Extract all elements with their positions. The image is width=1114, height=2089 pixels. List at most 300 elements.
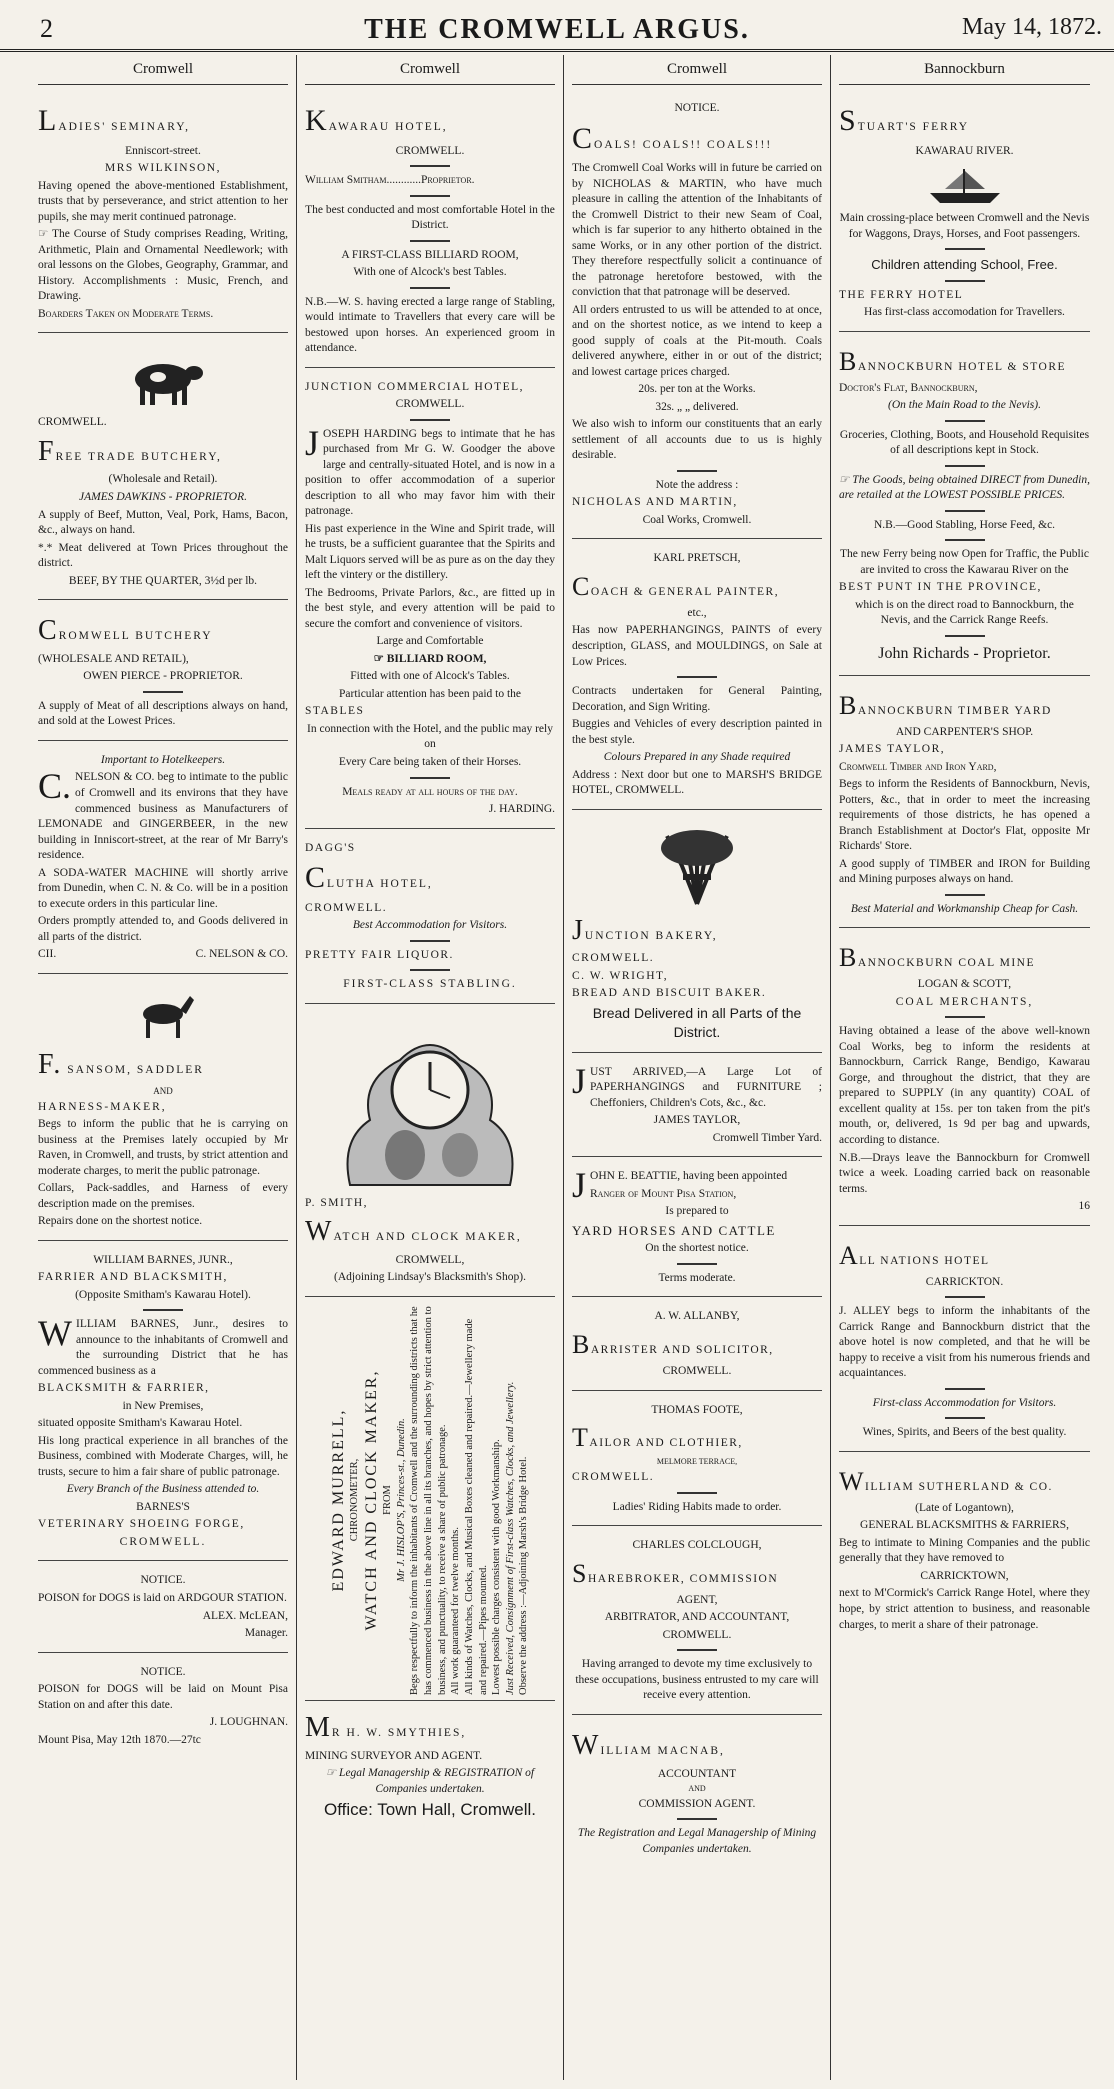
location: CROMWELL.: [662, 1628, 732, 1641]
body-text: ☞ Legal Managership & REGISTRATION of Companies undertaken.: [325, 1767, 535, 1795]
trade: BREAD AND BISCUIT BAKER.: [572, 987, 767, 1000]
divider: [410, 287, 450, 289]
body-text: POISON for DOGS will be laid on Mount Pisa Station on and after this date.: [38, 1683, 288, 1711]
divider: [677, 1818, 717, 1820]
drop-cap: C: [572, 571, 591, 601]
notice-heading: NOTICE.: [674, 102, 720, 114]
title-text: REE TRADE BUTCHERY,: [55, 450, 222, 463]
title-text: ANNOCKBURN TIMBER YARD: [857, 704, 1052, 717]
body-text: All work guaranteed for twelve months.: [450, 1527, 462, 1696]
column-header: Cromwell: [572, 55, 822, 85]
title-text: UNCTION BAKERY,: [584, 929, 718, 942]
ad-title: [305, 101, 555, 142]
body-text: The best conducted and most comfortable Hotel in the District.: [305, 203, 555, 232]
ad-bannockburn-hotel: [839, 336, 1090, 676]
proprietor: KARL PRETSCH,: [653, 552, 741, 565]
signature-name: NICHOLAS AND MARTIN,: [572, 496, 738, 509]
body-text: next to M'Cormick's Carrick Range Hotel, where they hope, by strict attention to business, and reasonable charges, to merit a share of their patronage.: [839, 1587, 1090, 1631]
ad-notice-pisa: [38, 1657, 288, 1759]
proprietor: MRS WILKINSON,: [105, 162, 221, 175]
divider: [410, 777, 450, 779]
ad-title: [38, 1046, 288, 1084]
page-number: 2: [40, 14, 53, 43]
column-3: [564, 55, 831, 2080]
drop-cap: A: [839, 1240, 860, 1270]
divider: [410, 419, 450, 421]
drop-cap: J: [572, 1060, 587, 1101]
proprietor: P. SMITH,: [305, 1196, 369, 1209]
address: MELMORE TERRACE,: [656, 1457, 738, 1467]
drop-cap: B: [839, 346, 858, 376]
ad-colclough: [572, 1530, 822, 1715]
title-text: ILLIAM SUTHERLAND & CO.: [865, 1480, 1053, 1493]
ad-stuarts-ferry: [839, 93, 1090, 332]
drop-cap: C: [305, 861, 328, 895]
body-text: [38, 1313, 288, 1379]
body-text: J. ALLEY begs to inform the inhabitants of the Carrick Range and Bannockburn district that the above hotel is now completed, and that he will be happy to receive a visit from his numerous friends and acquaintances.: [839, 1305, 1090, 1380]
proprietor: John Richards - Proprietor.: [878, 644, 1051, 662]
drop-cap: J: [572, 914, 585, 946]
drop-cap: M: [305, 1711, 332, 1743]
body-text-1: OHN E. BEATTIE, having been appointed: [590, 1170, 788, 1183]
body-text: Bread Delivered in all Parts of the District.: [592, 1004, 802, 1040]
divider: [945, 539, 985, 541]
divider: [945, 635, 985, 637]
title-text: HAREBROKER, COMMISSION: [587, 1572, 779, 1585]
drop-cap: C: [38, 615, 59, 647]
ad-title-2: [362, 1305, 381, 1695]
title-text: ANNOCKBURN HOTEL & STORE: [857, 360, 1067, 373]
drop-cap: W: [38, 1313, 72, 1354]
signature: [38, 947, 288, 963]
proprietor: OWEN PIERCE - PROPRIETOR.: [83, 670, 243, 683]
body-text: STABLES: [305, 705, 365, 718]
proprietor: WILLIAM BARNES, JUNR.,: [93, 1253, 233, 1266]
ad-title: [572, 1327, 822, 1362]
ad-bannockburn-coal: [839, 932, 1090, 1225]
signature-name: ALEX. McLEAN,: [202, 1609, 288, 1622]
ad-title: [839, 101, 1090, 142]
body-text: YARD HORSES AND CATTLE: [572, 1222, 776, 1238]
body-text: FIRST-CLASS STABLING.: [343, 978, 517, 991]
column-header: Bannockburn: [839, 55, 1090, 85]
title-text: R H. W. SMYTHIES,: [331, 1726, 467, 1739]
ad-title-2: BLACKSMITH & FARRIER,: [38, 1382, 210, 1395]
body-text: PRETTY FAIR LIQUOR.: [305, 948, 454, 961]
divider: [410, 165, 450, 167]
title-text: OALS! COALS!! COALS!!!: [594, 138, 773, 151]
subtitle: AND CARPENTER'S SHOP.: [895, 725, 1034, 738]
title-text: ARRISTER AND SOLICITOR,: [590, 1343, 774, 1356]
body-text: Ranger of Mount Pisa Station,: [590, 1187, 737, 1200]
body-text: CARRICKTOWN,: [920, 1569, 1009, 1582]
body-text: Begs respectfully to inform the inhabitants of Cromwell and the surrounding districts that he has commenced business in the above line in all its branches, and hopes by strict attention to business, and punctuality, to receive a share of public patronage.: [409, 1306, 448, 1696]
body-text: Contracts undertaken for General Painting, Decoration, and Sign Writing.: [572, 685, 822, 713]
body-text: ☞ The Goods, being obtained DIRECT from Dunedin, are retailed at the LOWEST POSSIBLE PRICES.: [839, 473, 1090, 502]
drop-cap: C.: [38, 766, 72, 807]
drop-cap: T: [572, 1423, 590, 1453]
drop-cap: S: [572, 1558, 588, 1588]
subtitle: (Late of Logantown),: [915, 1501, 1014, 1514]
ad-cromwell-butchery: [38, 604, 288, 741]
title-text: ADIES' SEMINARY,: [58, 121, 190, 133]
and-text: AND: [153, 1086, 173, 1097]
title-2: GENERAL BLACKSMITHS & FARRIERS,: [860, 1519, 1069, 1532]
price-1: 20s. per ton at the Works.: [638, 383, 756, 396]
drop-cap: K: [305, 104, 329, 137]
body-text: On the shortest notice.: [645, 1242, 749, 1255]
ad-p-smith: [305, 1008, 555, 1297]
ad-smythies: [305, 1701, 555, 1832]
column-1: [30, 55, 297, 2080]
subtitle: etc.,: [687, 606, 707, 619]
body-text: His past experience in the Wine and Spirit trade, will he trusts, be a sufficient guarantee that the Spirits and Malt Liquors served will be as pure as on the day they left the vintery or the distillery.: [305, 522, 555, 582]
body-text: N.B.—Good Stabling, Horse Feed, &c.: [873, 518, 1056, 531]
body-text: The Registration and Legal Managership of Mining Companies undertaken.: [577, 1827, 817, 1855]
proprietor: CHARLES COLCLOUGH,: [632, 1539, 762, 1552]
ad-pretsch: [572, 543, 822, 809]
divider: [945, 248, 985, 250]
body-text: Groceries, Clothing, Boots, and Household Requisites of all descriptions kept in Stock.: [839, 428, 1090, 457]
body-text: situated opposite Smitham's Kawarau Hotel.: [38, 1417, 243, 1430]
drop-cap: J: [572, 1165, 587, 1206]
ad-all-nations-hotel: [839, 1230, 1090, 1452]
body-text: Beg to intimate to Mining Companies and the public generally that they have removed to: [839, 1536, 1090, 1565]
title-2: COMMISSION AGENT.: [638, 1797, 756, 1810]
body-text: Lowest possible charges consistent with good Workmanship.: [491, 1439, 503, 1696]
body-text: [38, 766, 288, 863]
body-text: Colours Prepared in any Shade required: [603, 751, 791, 764]
ad-ladies-seminary: [38, 93, 288, 333]
drop-cap: W: [362, 1615, 380, 1631]
body-text: N.B.—Drays leave the Bannockburn for Cromwell twice a week. Loading carried back on reasonable terms.: [839, 1151, 1090, 1195]
body-text: With one of Alcock's best Tables.: [353, 266, 507, 279]
body-text: A good supply of TIMBER and IRON for Building and Mining purposes always on hand.: [839, 857, 1090, 886]
divider: [945, 1388, 985, 1390]
ad-title: [305, 858, 555, 899]
location: CROMWELL.: [395, 144, 465, 157]
title-2: AGENT,: [676, 1593, 718, 1606]
ad-title: [839, 940, 1090, 975]
price-2: 32s. „ „ delivered.: [655, 400, 739, 413]
body-text: Begs to inform the Residents of Bannockburn, Nevis, Potters, &c., that in order to meet the increasing requirements of those districts, he has opened a Branch Establishment at Doctor's Flat, opposite Mr Richards' Store.: [839, 778, 1090, 853]
ad-timber-yard: [839, 680, 1090, 929]
and-text: AND: [688, 1784, 706, 1794]
title-text: ATCH AND CLOCK MAKER,: [333, 1231, 522, 1244]
location: CROMWELL.: [305, 901, 388, 914]
divider: [945, 420, 985, 422]
subtitle: (Opposite Smitham's Kawarau Hotel).: [75, 1288, 251, 1301]
divider: [945, 1417, 985, 1419]
ad-kawarau-hotel: [305, 93, 555, 368]
proprietor: A. W. ALLANBY,: [654, 1310, 740, 1323]
ad-notice-ardgour: [38, 1565, 288, 1652]
drop-cap: S: [839, 104, 858, 137]
divider: [677, 676, 717, 678]
office: Office: Town Hall, Cromwell.: [324, 1800, 536, 1820]
body-text: Having obtained a lease of the above well-known Coal Works, beg to inform the residents at Bannockburn, Carrick Range, Bendigo, Kawarau Gorge, and throughout the district, that they are prepared to SUPPLY (in any quantity) COAL of excellent quality at 15s. per ton taken from the pit's mouth, or, delivered, 1s 9d per bag and upwards, according to distance.: [839, 1025, 1090, 1146]
body-text: Meals ready at all hours of the day.: [342, 785, 518, 798]
ad-title: [839, 1464, 1090, 1499]
body-text: [572, 1060, 822, 1112]
subtitle: (WHOLESALE AND RETAIL),: [38, 652, 189, 665]
column-header: Cromwell: [305, 55, 555, 85]
location: KAWARAU RIVER.: [915, 144, 1014, 157]
divider: [945, 894, 985, 896]
signature-name: C. NELSON & CO.: [195, 948, 288, 961]
forge-3: CROMWELL.: [119, 1535, 207, 1548]
proprietor: JAMES TAYLOR,: [839, 743, 946, 756]
ad-beattie: [572, 1161, 822, 1297]
body-text-1: OSEPH HARDING begs to intimate that he has purchased from Mr G. W. Goodger the above large and centrally-situated Hotel, and is now in a position to offer accommodation of a superior description to all who may favor him with their patronage.: [305, 427, 555, 518]
body-text-1: ILLIAM BARNES, Junr., desires to announce to the inhabitants of Cromwell and the surrounding District that he has commenced business as a: [38, 1318, 288, 1377]
drop-cap: B: [839, 690, 858, 720]
ad-junction-bakery: [572, 814, 822, 1053]
ad-title: [572, 1727, 822, 1765]
ad-sansom: [38, 978, 288, 1241]
body-text: Terms moderate.: [658, 1271, 736, 1284]
body-text: POISON for DOGS is laid on ARDGOUR STATION.: [38, 1592, 287, 1604]
ad-allanby: [572, 1301, 822, 1390]
subtitle: MINING SURVEYOR AND AGENT.: [305, 1749, 483, 1762]
body-text: Having opened the above-mentioned Establishment, trusts that by perseverance, and strict attention to her pupils, she may merit continued patronage.: [38, 179, 288, 223]
proprietor: C. W. WRIGHT,: [572, 969, 669, 982]
rotated-content: [329, 1305, 531, 1695]
ad-free-trade-butchery: [38, 337, 288, 600]
body-text: All kinds of Watches, Clocks, and Musical Boxes cleaned and repaired.—Jewellery made and repaired.—Pipes mounted.: [463, 1319, 489, 1696]
title-text: LUTHA HOTEL,: [327, 878, 433, 891]
reference: CII.: [38, 948, 57, 961]
title-text: ROMWELL BUTCHERY: [58, 630, 213, 643]
address: (Adjoining Lindsay's Blacksmith's Shop).: [334, 1271, 526, 1284]
ad-title: [572, 1420, 822, 1455]
title-text: AWARAU HOTEL,: [328, 121, 448, 133]
body-text: Has first-class accomodation for Travellers.: [864, 306, 1065, 319]
body-text: Observe the address :—Adjoining Marsh's Bridge Hotel.: [518, 1457, 530, 1696]
drop-cap: W: [305, 1216, 334, 1248]
signature-address: Cromwell Timber Yard.: [712, 1131, 822, 1144]
divider: [945, 280, 985, 282]
title-text: AILOR AND CLOTHIER,: [589, 1437, 743, 1450]
ad-title: [839, 344, 1090, 379]
divider: [410, 940, 450, 942]
proprietor: LOGAN & SCOTT,: [917, 978, 1012, 991]
body-text: Is prepared to: [665, 1205, 729, 1218]
divider: [143, 691, 183, 693]
ad-title: [572, 1556, 822, 1591]
proprietor: THOMAS FOOTE,: [651, 1403, 743, 1416]
ad-title: EDWARD MURRELL,: [329, 1409, 347, 1592]
body-text: [305, 422, 555, 520]
body-text-1: UST ARRIVED,—A Large Lot of PAPERHANGINGS and FURNITURE ; Cheffoniers, Children's Cots, &c., &c.: [590, 1065, 822, 1109]
body-text: First-class Accommodation for Visitors.: [872, 1396, 1057, 1409]
ad-foote: [572, 1395, 822, 1526]
body-text: We also wish to inform our constituents that an early settlement of all accounts due to us is highly desirable.: [572, 418, 822, 462]
drop-cap: F: [38, 435, 56, 467]
body-text: All orders entrusted to us will be attended to at once, and on the shortest notice, as we intend to keep a good supply of coals at the Pit-mouth. Coals delivered anywhere, either in or out of the district; and lowest cartage prices charged.: [572, 303, 822, 378]
ad-macnab: [572, 1719, 822, 1868]
body-text: THE FERRY HOTEL: [839, 288, 964, 301]
ad-title: FARRIER AND BLACKSMITH,: [38, 1271, 228, 1284]
ad-barnes: [38, 1245, 288, 1562]
notice-heading: NOTICE.: [140, 1574, 186, 1587]
ad-title: [38, 101, 288, 142]
subtitle-2: in New Premises,: [122, 1399, 204, 1412]
divider: [677, 1649, 717, 1651]
column-header: Cromwell: [38, 55, 288, 85]
subtitle: (Wholesale and Retail).: [108, 473, 218, 486]
body-text: Orders promptly attended to, and Goods delivered in all parts of the district.: [38, 915, 288, 943]
location: CROMWELL.: [572, 1471, 655, 1483]
ad-title: [839, 1238, 1090, 1273]
masthead: [0, 0, 1114, 52]
signature-address: Coal Works, Cromwell.: [642, 513, 752, 526]
signature-role: Manager.: [244, 1627, 288, 1640]
ad-murrell: [305, 1301, 555, 1701]
body-text: Ladies' Riding Habits made to order.: [612, 1500, 782, 1513]
ad-title: [305, 1213, 555, 1251]
terms: Boarders Taken on Moderate Terms.: [38, 307, 214, 320]
body-text: ☞ The Course of Study comprises Reading, Writing, Arithmetic, Plain and Ornamental Needlework; with oral lessons on the Globes, Geography, Grammar, and History. Accomplishments : Music, French, and Drawing.: [38, 228, 288, 303]
body-text: *.* Meat delivered at Town Prices throughout the district.: [38, 541, 288, 570]
body-text: Has now PAPERHANGINGS, PAINTS of every description, GLASS, and MOULDINGS, on Sale at Low Prices.: [572, 624, 822, 668]
body-text: Large and Comfortable: [376, 635, 484, 648]
body-text: Fitted with one of Alcock's Tables.: [350, 670, 510, 683]
body-text: Collars, Pack-saddles, and Harness of every description made on the premises.: [38, 1182, 288, 1210]
location: CROMWELL.: [662, 1365, 732, 1378]
body-text: The Bedrooms, Private Parlors, &c., are fitted up in the best style, and every attention will be paid to secure the comfort and convenience of visitors.: [305, 586, 555, 630]
body-text: N.B.—W. S. having erected a large range of Stabling, would intimate to Travellers that every care will be bestowed upon horses. An experienced groom in attendance.: [305, 295, 555, 355]
body-text: His long practical experience in all branches of the Business, combined with Moderate Charges, will, he trusts, secure to him a fair share of public patronage.: [38, 1434, 288, 1478]
ad-title: [572, 119, 822, 160]
column-4: [831, 55, 1098, 2080]
body-text: A supply of Beef, Mutton, Veal, Pork, Hams, Bacon, &c., always on hand.: [38, 508, 288, 537]
newspaper-title: THE CROMWELL ARGUS.: [364, 14, 750, 45]
ad-title: JUNCTION COMMERCIAL HOTEL,: [305, 380, 525, 393]
divider: [410, 195, 450, 197]
signature-name: J. LOUGHNAN.: [209, 1716, 288, 1729]
proprietor: William Smitham............Proprietor.: [305, 174, 475, 187]
body-text: BEST PUNT IN THE PROVINCE,: [839, 581, 1042, 594]
location: CROMWELL.: [572, 952, 655, 965]
body-text: A SODA-WATER MACHINE will shortly arrive from Dunedin, when C. N. & Co. will be in a position to execute orders in this particular line.: [38, 866, 288, 910]
body-text: Just Received, Consignment of First-class Watches, Clocks, and Jewellery.: [504, 1382, 516, 1696]
divider: [410, 240, 450, 242]
from: FROM: [381, 1485, 393, 1516]
body-text: The Cromwell Coal Works will in future be carried on by NICHOLAS & MARTIN, who have much pleasure in calling the attention of the Inhabitants of the Cromwell District to their new Seam of Coal, which is far superior to any hitherto obtained in the same Works, or in any other portion of the district. They therefore respectfully solicit a continuance of the patronage heretofore bestowed, with the conviction that that patronage will be deserved.: [572, 162, 822, 299]
clock-icon: [330, 1020, 530, 1190]
body-text: Best Material and Workmanship Cheap for Cash.: [850, 902, 1079, 915]
cow-icon: [118, 349, 208, 409]
subtitle-2: (On the Main Road to the Nevis).: [888, 399, 1041, 412]
body-text: Children attending School, Free.: [871, 257, 1058, 273]
subtitle: Doctor's Flat, Bannockburn,: [839, 381, 978, 394]
body-text: Begs to inform the public that he is carrying on business at the Premises lately occupied by Mr Raven, in Cromwell, and trusts, by strict attention and moderate charges, to merit the public patronage.: [38, 1118, 288, 1177]
divider: [945, 465, 985, 467]
body-text: Address : Next door but one to MARSH'S BRIDGE HOTEL, CROMWELL.: [572, 768, 822, 797]
drop-cap: F.: [38, 1048, 63, 1080]
ad-title: [572, 569, 822, 604]
proprietor: JAMES DAWKINS - PROPRIETOR.: [79, 491, 247, 503]
body-text: A supply of Meat of all descriptions always on hand, and sold at the Lowest Prices.: [38, 699, 288, 728]
from-address: Mr J. HISLOP'S, Princes-st., Dunedin.: [395, 1418, 407, 1583]
body-text: Repairs done on the shortest notice.: [38, 1215, 203, 1228]
body-text: Main crossing-place between Cromwell and the Nevis for Waggons, Drays, Horses, and Foot passengers.: [839, 212, 1090, 240]
drop-cap: B: [572, 1329, 591, 1359]
issue-date: May 14, 1872.: [962, 14, 1102, 40]
body-text: Best Accommodation for Visitors.: [352, 919, 508, 932]
location: CROMWELL.: [395, 398, 465, 411]
price: BEEF, BY THE QUARTER, 3½d per lb.: [68, 574, 258, 587]
ad-junction-hotel: [305, 372, 555, 829]
title-text: ANNOCKBURN COAL MINE: [857, 957, 1036, 970]
ad-title-2: HARNESS-MAKER,: [38, 1100, 167, 1113]
title-1: ACCOUNTANT: [657, 1767, 737, 1780]
divider: [677, 1492, 717, 1494]
body-text: Having arranged to devote my time exclusively to these occupations, business entrusted to my care will receive every attention.: [575, 1658, 819, 1702]
body-text: Particular attention has been paid to the: [338, 687, 522, 700]
ship-icon: [925, 165, 1005, 205]
location: CROMWELL.: [38, 416, 107, 429]
wheat-sheaf-icon: [647, 826, 747, 906]
location: CARRICKTON.: [925, 1275, 1004, 1288]
ad-title: [305, 1709, 555, 1747]
body-text: A FIRST-CLASS BILLIARD ROOM,: [341, 248, 519, 261]
forge-2: VETERINARY SHOEING FORGE,: [38, 1518, 245, 1531]
title-text: ILLIAM MACNAB,: [600, 1744, 725, 1757]
footer: Mount Pisa, May 12th 1870.—27tc: [38, 1733, 201, 1746]
column-2: [297, 55, 564, 2080]
body-text: In connection with the Hotel, and the public may rely on: [307, 722, 553, 751]
drop-cap: J: [305, 422, 320, 463]
location: CROMWELL,: [395, 1253, 465, 1266]
title-3: ARBITRATOR, AND ACCOUNTANT,: [604, 1611, 790, 1624]
ad-title: [839, 688, 1090, 723]
ad-taylor: [572, 1057, 822, 1158]
ad-title: [572, 912, 822, 950]
prefix: DAGG'S: [305, 841, 356, 854]
drop-cap: B: [839, 943, 858, 973]
body-text: ☞ BILLIARD ROOM,: [373, 652, 487, 665]
body-text: Every Care being taken of their Horses.: [338, 756, 522, 768]
forge-1: BARNES'S: [136, 1500, 190, 1513]
drop-cap: L: [38, 104, 59, 137]
drop-cap: W: [839, 1466, 866, 1496]
divider: [143, 1309, 183, 1311]
title-text: LL NATIONS HOTEL: [859, 1254, 990, 1267]
divider: [945, 510, 985, 512]
body-text-1: NELSON & CO. beg to intimate to the public of Cromwell and its environs that they have commenced business as Manufacturers of LEMONADE and GINGERBEER, in the new building in Inniscort-street, at the rear of Mr Barry's residence.: [38, 771, 288, 862]
divider: [410, 969, 450, 971]
title-text: SANSOM, SADDLER: [67, 1063, 204, 1076]
subtitle-2: Cromwell Timber and Iron Yard,: [839, 760, 997, 773]
subtitle: CHRONOMETER,: [349, 1459, 361, 1542]
body-text: Note the address :: [655, 478, 739, 491]
body-text: Wines, Spirits, and Beers of the best quality.: [862, 1426, 1067, 1439]
divider: [677, 1263, 717, 1265]
divider: [945, 1296, 985, 1298]
title-text: ATCH AND CLOCK MAKER,: [362, 1370, 380, 1616]
signature-name: JAMES TAYLOR,: [653, 1114, 741, 1127]
columns: [30, 55, 1100, 2080]
title-text: OACH & GENERAL PAINTER,: [590, 585, 780, 598]
ad-coals: [572, 93, 822, 539]
address: Enniscort-street.: [125, 144, 201, 157]
body-text: The new Ferry being now Open for Traffic, the Public are invited to cross the Kawarau River on the: [840, 548, 1089, 576]
reference: 16: [1078, 1200, 1090, 1213]
drop-cap: C: [572, 121, 595, 155]
ad-clutha-hotel: [305, 833, 555, 1004]
